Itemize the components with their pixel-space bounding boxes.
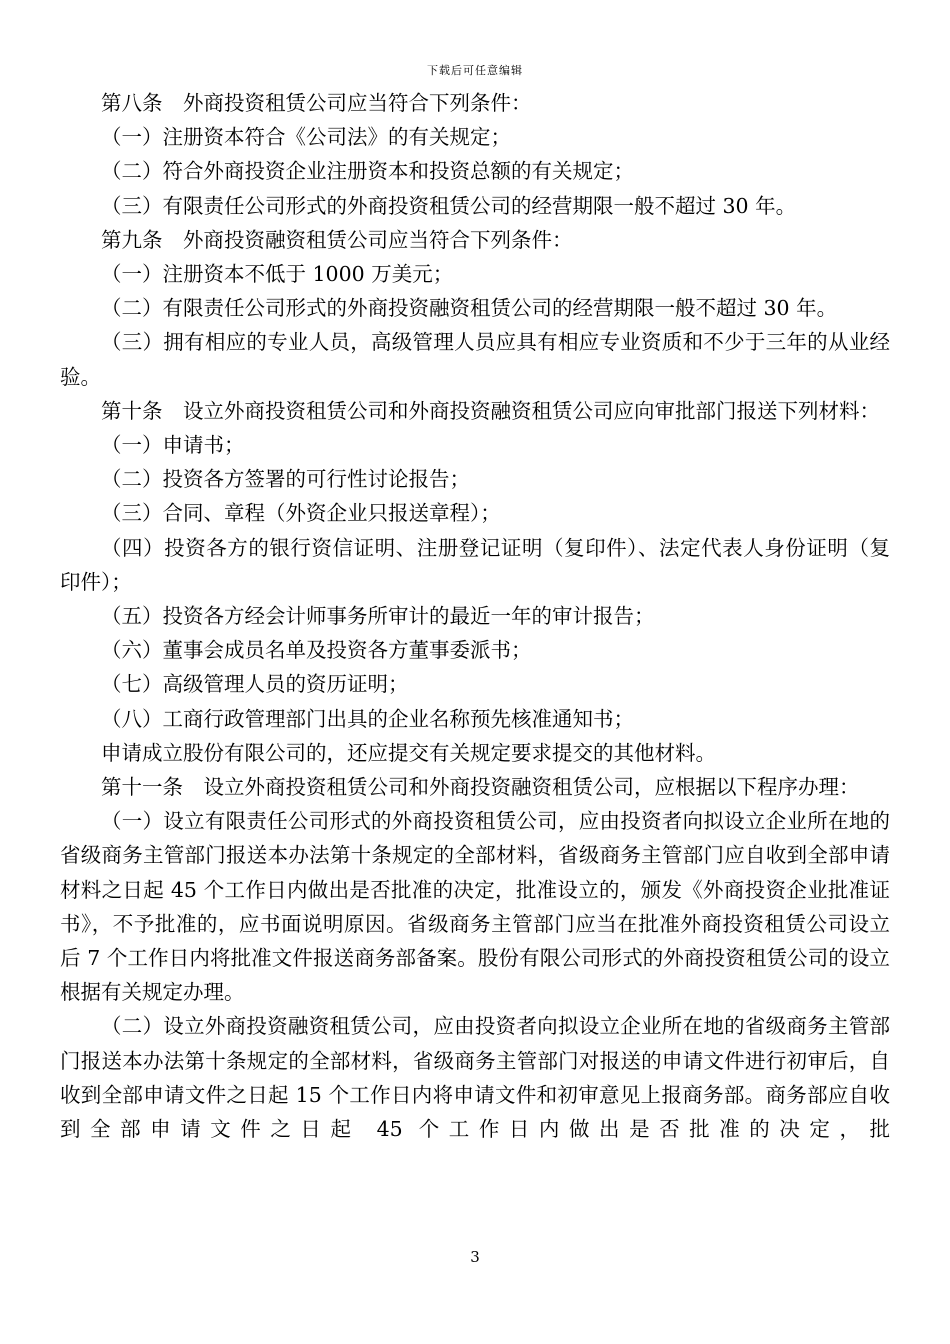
paragraph: （八）工商行政管理部门出具的企业名称预先核准通知书；	[101, 706, 634, 731]
paragraph: （四）投资各方的银行资信证明、注册登记证明（复印件）、法定代表人身份证明（复印件）；	[60, 535, 890, 594]
document-body	[60, 86, 890, 1146]
paragraph: 第十条 设立外商投资租赁公司和外商投资融资租赁公司应向审批部门报送下列材料：	[101, 398, 880, 423]
paragraph: 申请成立股份有限公司的，还应提交有关规定要求提交的其他材料。	[101, 740, 716, 765]
paragraph: 第八条 外商投资租赁公司应当符合下列条件：	[101, 91, 532, 115]
paragraph: （一）注册资本不低于 1000 万美元；	[101, 262, 454, 287]
paragraph: 第九条 外商投资融资租赁公司应当符合下列条件：	[101, 227, 573, 252]
paragraph: （七）高级管理人员的资历证明；	[101, 672, 409, 697]
page-number: 3	[470, 1248, 480, 1266]
paragraph: （二）设立外商投资融资租赁公司，应由投资者向拟设立企业所在地的省级商务主管部门报送本办法第十条规定的全部材料，省级商务主管部门对报送的申请文件进行初审后，自收到全部申请文件之日起 15 个工作日内将申请文件和初审意见上报商务部。商务部应自收到全部申请文件之日起 45 个工作日内做出是否批准的决定，批	[60, 1014, 890, 1142]
paragraph: （一）注册资本符合《公司法》的有关规定；	[101, 125, 511, 150]
paragraph: （二）有限责任公司形式的外商投资融资租赁公司的经营期限一般不超过 30 年。	[101, 296, 838, 321]
paragraph: （二）投资各方签署的可行性讨论报告；	[101, 467, 470, 492]
paragraph: （二）符合外商投资企业注册资本和投资总额的有关规定；	[101, 159, 634, 184]
paragraph: （六）董事会成员名单及投资各方董事委派书；	[101, 638, 532, 663]
paragraph: （三）有限责任公司形式的外商投资租赁公司的经营期限一般不超过 30 年。	[101, 193, 797, 218]
paragraph: （三）合同、章程（外资企业只报送章程）；	[101, 501, 501, 526]
paragraph: （三）拥有相应的专业人员，高级管理人员应具有相应专业资质和不少于三年的从业经验。	[60, 330, 890, 389]
page-header: 下载后可任意编辑	[427, 64, 523, 77]
paragraph: （一）设立有限责任公司形式的外商投资租赁公司，应由投资者向拟设立企业所在地的省级商务主管部门报送本办法第十条规定的全部材料，省级商务主管部门应自收到全部申请材料之日起 45 个工作日内做出是否批准的决定，批准设立的，颁发《外商投资企业批准证书》，不予批准的，应书面说明原因。省级商务主管部门应当在批准外商投资租赁公司设立后 7 个工作日内将批准文件报送商务部备案。股份有限公司形式的外商投资租赁公司的设立根据有关规定办理。	[60, 809, 890, 1005]
paragraph: （一）申请书；	[101, 433, 245, 458]
paragraph: 第十一条 设立外商投资租赁公司和外商投资融资租赁公司，应根据以下程序办理：	[101, 775, 860, 800]
paragraph: （五）投资各方经会计师事务所审计的最近一年的审计报告；	[101, 604, 655, 629]
